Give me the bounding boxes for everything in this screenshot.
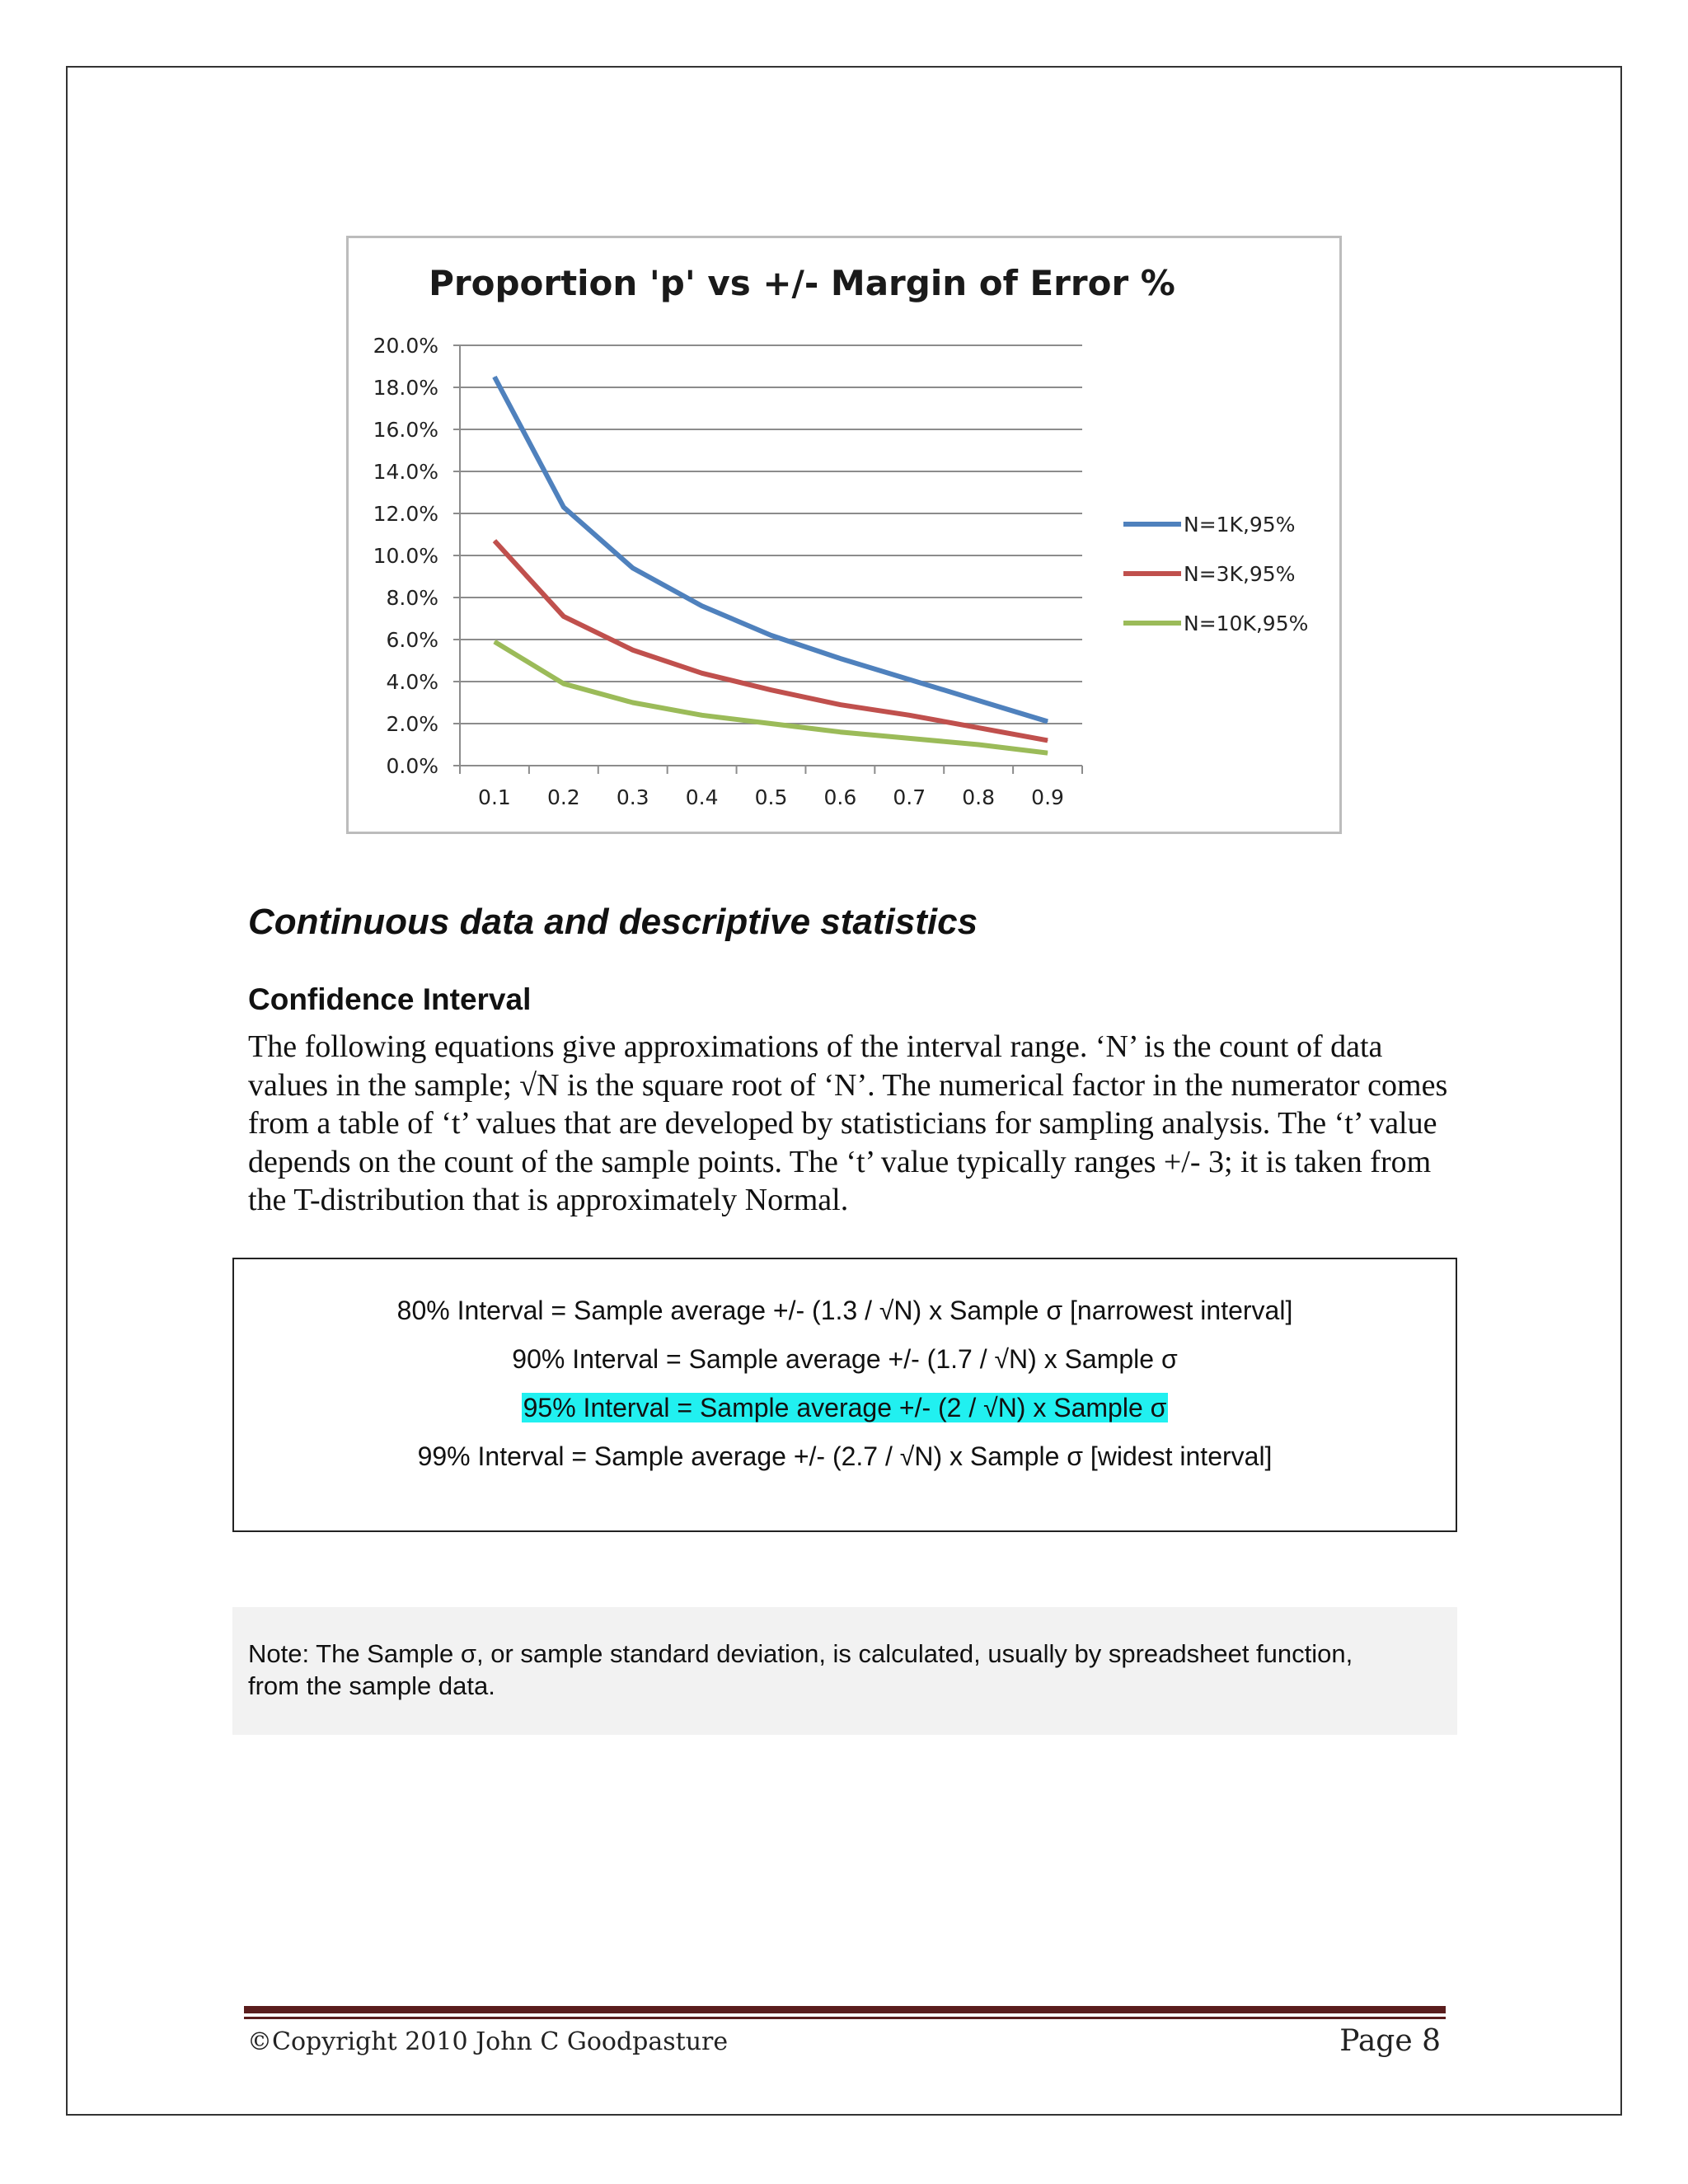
data-point bbox=[909, 679, 910, 680]
data-point bbox=[978, 728, 979, 729]
equation-99: 99% Interval = Sample average +/- (2.7 / √N) x Sample σ [widest interval] bbox=[417, 1441, 1273, 1471]
x-tick-label: 0.1 bbox=[478, 785, 511, 809]
chart-title: Proportion 'p' vs +/- Margin of Error % bbox=[429, 263, 1175, 303]
equation-95-row bbox=[234, 1393, 1456, 1423]
x-tick-label: 0.4 bbox=[685, 785, 719, 809]
y-tick-label: 0.0% bbox=[386, 754, 438, 778]
data-point bbox=[563, 683, 564, 684]
data-point bbox=[632, 649, 633, 650]
y-tick-label: 16.0% bbox=[373, 418, 438, 442]
equation-95: 95% Interval = Sample average +/- (2 / √N) x Sample σ bbox=[523, 1393, 1167, 1422]
x-tick-label: 0.8 bbox=[962, 785, 996, 809]
x-tick-label: 0.5 bbox=[754, 785, 788, 809]
series-line bbox=[495, 377, 1048, 721]
body-paragraph: The following equations give approximations of the interval range. ‘N’ is the count of data values in the sample; √N is the square root of ‘N’. The numerical factor in the numerator comes from a table of ‘t’ values that are developed by statisticians for sampling analysis. The ‘t’ value depends on the count of the sample points. The ‘t’ value typically ranges +/- 3; it is taken from the T-distribution that is approximately Normal. bbox=[248, 1029, 1448, 1217]
legend-label: N=3K,95% bbox=[1184, 562, 1296, 586]
legend-label: N=10K,95% bbox=[1184, 612, 1309, 635]
data-point bbox=[563, 507, 564, 508]
data-point bbox=[632, 702, 633, 703]
section-heading: Continuous data and descriptive statistics bbox=[248, 902, 978, 942]
x-tick-label: 0.2 bbox=[546, 785, 580, 809]
y-tick-label: 4.0% bbox=[386, 670, 438, 694]
equation-90: 90% Interval = Sample average +/- (1.7 / √N) x Sample σ bbox=[512, 1344, 1178, 1374]
data-point bbox=[978, 744, 979, 745]
note-text: Note: The Sample σ, or sample standard deviation, is calculated, usually by spreadsheet function, from the sample data. bbox=[248, 1639, 1353, 1700]
chart-frame bbox=[346, 236, 1342, 834]
data-point bbox=[978, 700, 979, 701]
x-tick-label: 0.7 bbox=[893, 785, 926, 809]
x-tick-label: 0.3 bbox=[616, 785, 649, 809]
y-tick-label: 18.0% bbox=[373, 376, 438, 400]
data-point bbox=[701, 606, 702, 607]
y-tick-label: 20.0% bbox=[373, 334, 438, 358]
data-point bbox=[494, 641, 495, 642]
x-tick-label: 0.9 bbox=[1031, 785, 1064, 809]
y-tick-label: 14.0% bbox=[373, 460, 438, 484]
y-tick-label: 12.0% bbox=[373, 502, 438, 526]
page-number: Page 8 bbox=[1339, 2024, 1441, 2058]
data-point bbox=[632, 568, 633, 569]
y-tick-label: 2.0% bbox=[386, 712, 438, 736]
footer-rule-thin bbox=[244, 2017, 1446, 2019]
y-tick-label: 8.0% bbox=[386, 586, 438, 610]
series-line bbox=[495, 541, 1048, 740]
margin-of-error-chart bbox=[349, 238, 1339, 832]
equations-box bbox=[232, 1258, 1457, 1532]
footer-copyright: ©Copyright 2010 John C Goodpasture bbox=[247, 2027, 729, 2056]
legend-label: N=1K,95% bbox=[1184, 513, 1296, 537]
y-tick-label: 10.0% bbox=[373, 544, 438, 568]
footer-rule bbox=[244, 2006, 1446, 2013]
data-point bbox=[840, 732, 841, 733]
y-tick-label: 6.0% bbox=[386, 628, 438, 652]
subsection-heading: Confidence Interval bbox=[248, 982, 532, 1016]
note-box bbox=[232, 1607, 1457, 1735]
equation-80: 80% Interval = Sample average +/- (1.3 / √N) x Sample σ [narrowest interval] bbox=[396, 1296, 1293, 1325]
x-tick-label: 0.6 bbox=[823, 785, 857, 809]
